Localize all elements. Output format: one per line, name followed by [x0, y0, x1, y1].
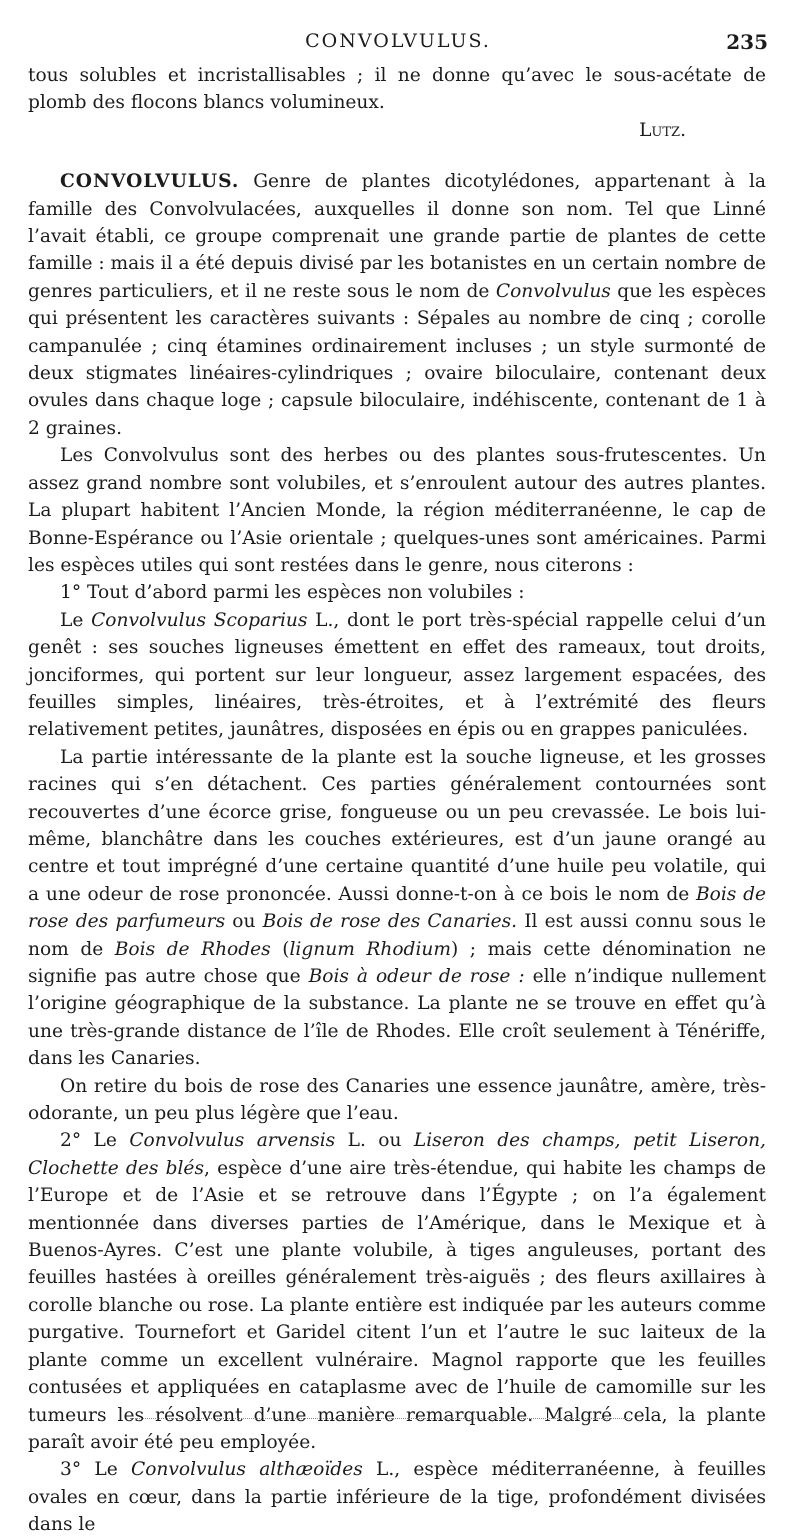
- continued-text: tous solubles et incristallisables ; il ne donne qu’avec le sous-acétate de plomb des flocons blancs volumineux.: [28, 65, 766, 114]
- paragraph-text: L., espèce méditerranéenne, à feuilles ovales en cœur, dans la partie inférieure de la tige, profondément divisées dans le: [28, 1459, 766, 1536]
- page-body: [28, 62, 766, 1539]
- paragraph-text: , espèce d’une aire très-étendue, qui habite les champs de l’Europe et de l’Asie et se retrouve dans l’Égypte ; on l’a également mentionnée dans diverses parties de l’Amérique, dans le Mexique et à Buenos-Ayres. C’est une plante volubile, à tiges anguleuses, portant des feuilles hastées à oreilles généralement très-aiguës ; des fleurs axillaires à corolle blanche ou rose. La plante entière est indiquée par les auteurs comme purgative. Tournefort et Garidel citent l’un et l’autre le suc laiteux de la plante comme un excellent vulnéraire. Magnol rapporte que les feuilles contusées et appliquées en cataplasme avec de l’huile de camomille sur les tumeurs les résolvent d’une manière remarquable. Malgré cela, la plante paraît avoir été peu employée.: [28, 1157, 766, 1453]
- paragraph-text: L., dont le port très-spécial rappelle celui d’un genêt : ses souches ligneuses émettent en effet des rameaux, tout droits, jonciformes, qui portent sur leur longueur, assez largement espacées, des feuilles simples, linéaires, très-étroites, et à l’extrémité des fleurs relativement petites, jaunâtres, disposées en épis ou en grappes paniculées.: [28, 609, 766, 741]
- paragraph-rosewood: [28, 744, 766, 1073]
- italic-term: Bois de Rhodes: [114, 938, 271, 960]
- paragraph-text: elle n’indique nullement l’origine géographique de la substance. La plante ne se trouve en effet qu’à une très-grande distance de l’île de Rhodes. Elle croît seulement à Ténériffe, dans les Canaries.: [28, 966, 766, 1070]
- paragraph-text: 2° Le: [60, 1130, 130, 1152]
- species-name: Convolvulus althæoïdes: [130, 1459, 363, 1481]
- paragraph-essence: On retire du bois de rose des Canaries une essence jaunâtre, amère, très-odorante, un peu plus légère que l’eau.: [28, 1075, 766, 1125]
- author-signature: Lutz.: [639, 119, 686, 141]
- continued-paragraph: [28, 62, 766, 117]
- paragraph-text: ) ; mais cette dénomination ne signifie pas autre chose que: [28, 938, 766, 987]
- italic-term: Bois de rose des parfumeurs: [28, 883, 766, 933]
- genus-name: Convolvulus: [495, 280, 611, 302]
- definition-text: que les espèces qui présentent les caractères suivants : Sépales au nombre de cinq ; corolle campanulée ; cinq étamines ordinairement incluses ; un style surmonté de deux stigmates linéaires-cylindriques ; ovaire biloculaire, contenant deux ovules dans chaque loge ; capsule biloculaire, indéhiscente, contenant de 1 à 2 graines.: [28, 280, 766, 439]
- paragraph-first-group: 1° Tout d’abord parmi les espèces non volubiles :: [60, 582, 525, 604]
- species-name: Convolvulus arvensis: [129, 1130, 336, 1152]
- paragraph-text: Le: [60, 609, 92, 631]
- paragraph-text: Il est aussi connu sous le nom de: [28, 911, 766, 960]
- paragraph-text: L. ou: [335, 1130, 414, 1152]
- paragraph-text: (: [270, 938, 290, 960]
- definition-text: Genre de plantes dicotylédones, appartenant à la famille des Convolvulacées, auxquelles il donne son nom. Tel que Linné l’avait établi, ce groupe comprenait une grande partie de plantes de cette famille : mais il a été depuis divisé par les botanistes en un certain nombre de genres particuliers, et il ne reste sous le nom de: [28, 171, 766, 302]
- paragraph-text: La partie intéressante de la plante est la souche ligneuse, et les grosses racines qui s’en détachent. Ces parties généralement contournées sont recouvertes d’une écorce grise, fongueuse ou un peu crevassée. Le bois lui-même, blanchâtre dans les couches extérieures, est d’un jaune orangé au centre et tout imprégné d’une certaine quantité d’une huile peu volatile, qui a une odeur de rose prononcée. Aussi donne-t-on à ce bois le nom de: [28, 746, 766, 905]
- paragraph-althaeoides: [28, 1456, 766, 1538]
- entry-definition: [28, 168, 766, 442]
- page-header: [28, 30, 768, 60]
- paragraph-text: 3° Le: [60, 1459, 131, 1481]
- paragraph-scoparius: [28, 607, 766, 744]
- running-title: CONVOLVULUS.: [305, 30, 491, 52]
- entry-headword: CONVOLVULUS.: [60, 171, 240, 193]
- paragraph-text: ou: [225, 911, 263, 933]
- paragraph-arvensis: [28, 1127, 766, 1456]
- paragraph-distribution: Les Convolvulus sont des herbes ou des plantes sous-frutescentes. Un assez grand nombre sont volubiles, et s’enroulent autour des autres plantes. La plupart habitent l’Ancien Monde, la région méditerranéenne, le cap de Bonne-Espérance ou l’Asie orientale ; quelques-unes sont américaines. Parmi les espèces utiles qui sont restées dans le genre, nous citerons :: [28, 445, 766, 576]
- page-number: 235: [726, 30, 768, 54]
- italic-term: Bois de rose des Canaries.: [262, 911, 518, 933]
- species-name: Convolvulus Scoparius: [91, 609, 308, 631]
- common-names: Liseron des champs, petit Liseron, Clochette des blés: [28, 1130, 766, 1179]
- italic-term: Bois à odeur de rose :: [308, 966, 525, 987]
- italic-term: lignum Rhodium: [289, 938, 451, 960]
- footer-rule: [130, 1418, 630, 1419]
